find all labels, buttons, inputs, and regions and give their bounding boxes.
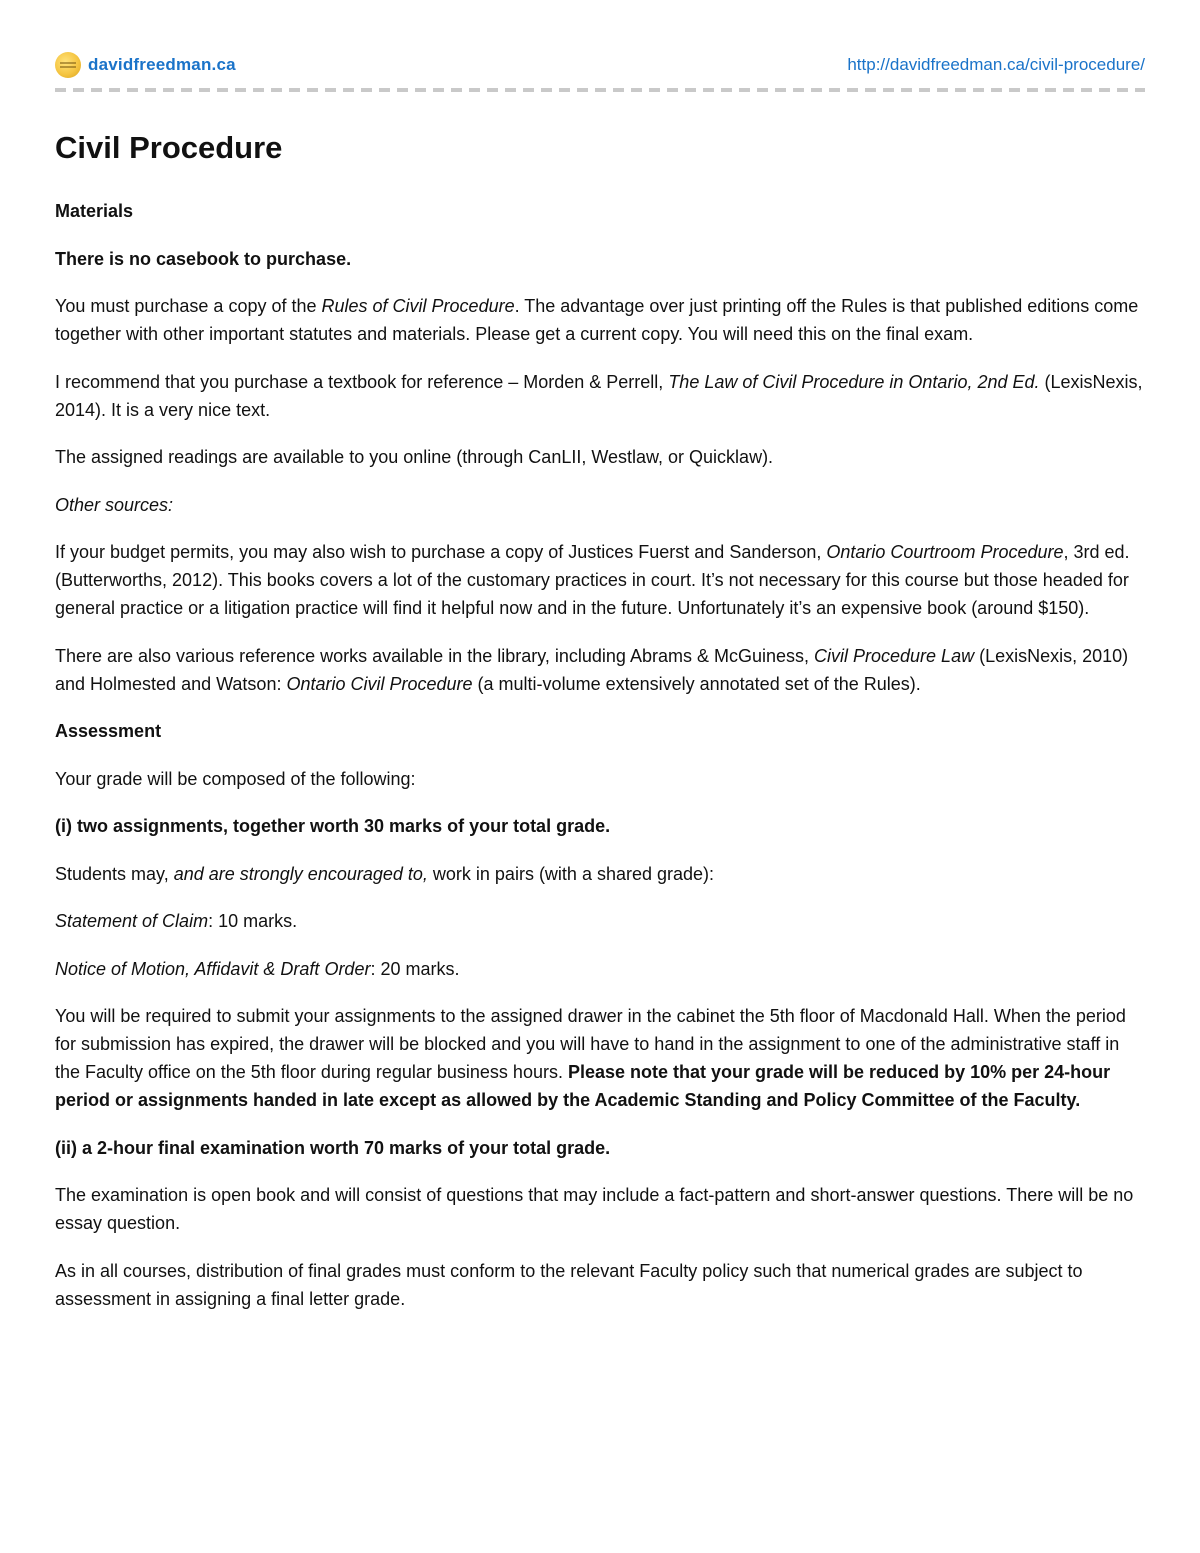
other-sources-label: Other sources: — [55, 494, 174, 515]
courtroom-book-title: Ontario Courtroom Procedure — [826, 542, 1064, 562]
pairs-paragraph — [55, 860, 1147, 888]
statement-of-claim-item — [55, 907, 1147, 935]
assignments-heading: (i) two assignments, together worth 30 marks of your total grade. — [55, 816, 611, 836]
site-name-link[interactable]: davidfreedman.ca — [88, 55, 236, 74]
pairs-text-a: Students may, — [55, 863, 174, 884]
textbook-text-b: (LexisNexis, 2014). It is a very nice text. — [55, 371, 1143, 420]
textbook-paragraph — [55, 368, 1147, 424]
claim-marks: : 10 marks. — [208, 911, 298, 931]
page-title: Civil Procedure — [55, 130, 283, 165]
article-content — [55, 125, 1147, 1332]
rules-text-a: You must purchase a copy of the — [55, 296, 322, 316]
header-divider — [55, 88, 1145, 92]
reference-text-b: (LexisNexis, 2010) and Holmested and Watson: — [55, 645, 1129, 694]
textbook-text-a: I recommend that you purchase a textbook for reference – Morden & Perrell, — [55, 371, 669, 392]
pairs-emphasis: and are strongly encouraged to, — [173, 863, 428, 884]
claim-label: Statement of Claim — [55, 911, 209, 931]
textbook-title: The Law of Civil Procedure in Ontario, 2nd Ed. — [668, 371, 1040, 392]
civil-procedure-law-title: Civil Procedure Law — [814, 645, 975, 666]
pairs-text-b: work in pairs (with a shared grade): — [427, 863, 715, 884]
late-penalty-note: Please note that your grade will be reduced by 10% per 24-hour period or assignments handed in late except as allowed by the Academic Standing and Policy Committee of the Faculty. — [55, 1062, 1111, 1110]
budget-text-b: , 3rd ed. (Butterworths, 2012). This books covers a lot of the customary practices in court. It’s not necessary for this course but those headed for general practice or a litigation practice will find it helpful now and in the future. Unfortunately it’s an expensive book (around $150). — [55, 542, 1130, 618]
page-url-link[interactable]: http://davidfreedman.ca/civil-procedure/ — [847, 55, 1145, 74]
reference-text-c: (a multi-volume extensively annotated set of the Rules). — [472, 673, 921, 694]
exam-paragraph: The examination is open book and will consist of questions that may include a fact-pattern and short-answer questions. There will be no essay question. — [55, 1185, 1134, 1233]
readings-paragraph: The assigned readings are available to you online (through CanLII, Westlaw, or Quicklaw). — [55, 447, 774, 467]
submission-text: You will be required to submit your assignments to the assigned drawer in the cabinet the 5th floor of Macdonald Hall. When the period for submission has expired, the drawer will be blocked and you will have to hand in the assignment to one of the administrative staff in the Faculty office on the 5th floor during regular business hours. — [55, 1006, 1126, 1082]
materials-heading: Materials — [55, 201, 134, 221]
page-header — [55, 50, 1145, 86]
budget-text-a: If your budget permits, you may also wish to purchase a copy of Justices Fuerst and Sanderson, — [55, 542, 827, 562]
notice-of-motion-item — [55, 955, 1147, 983]
reference-text-a: There are also various reference works available in the library, including Abrams & McGuiness, — [55, 645, 815, 666]
motion-label: Notice of Motion, Affidavit & Draft Order — [55, 958, 371, 979]
site-logo-icon — [55, 52, 81, 78]
no-casebook-note: There is no casebook to purchase. — [55, 248, 352, 269]
ontario-civil-procedure-title: Ontario Civil Procedure — [286, 673, 473, 694]
grading-policy-paragraph: As in all courses, distribution of final grades must conform to the relevant Faculty policy such that numerical grades are subject to assessment in assigning a final letter grade. — [55, 1260, 1083, 1309]
budget-paragraph — [55, 538, 1147, 622]
assessment-heading: Assessment — [55, 721, 162, 741]
submission-paragraph — [55, 1002, 1147, 1114]
rules-book-title: Rules of Civil Procedure — [321, 296, 515, 316]
rules-text-b: . The advantage over just printing off the Rules is that published editions come together with other important statutes and materials. Please get a current copy. You will need this on the final exam. — [55, 296, 1139, 344]
final-exam-heading: (ii) a 2-hour final examination worth 70 marks of your total grade. — [55, 1137, 611, 1158]
reference-paragraph — [55, 642, 1147, 698]
motion-marks: : 20 marks. — [370, 958, 460, 979]
assessment-intro: Your grade will be composed of the following: — [55, 768, 416, 789]
rules-paragraph — [55, 292, 1147, 348]
